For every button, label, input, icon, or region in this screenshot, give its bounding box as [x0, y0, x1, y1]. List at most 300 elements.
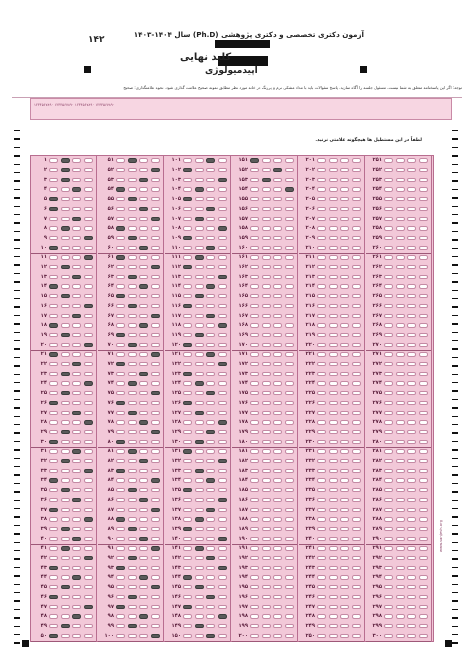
answer-bubble[interactable]: [262, 226, 271, 230]
answer-bubble[interactable]: [183, 207, 192, 211]
answer-bubble[interactable]: [116, 333, 125, 337]
answer-bubble[interactable]: [250, 294, 259, 298]
answer-bubble[interactable]: [396, 605, 405, 609]
answer-bubble[interactable]: [407, 381, 416, 385]
answer-bubble[interactable]: [262, 440, 271, 444]
answer-bubble[interactable]: [285, 187, 294, 191]
answer-bubble[interactable]: [49, 556, 58, 560]
answer-bubble[interactable]: [340, 624, 349, 628]
answer-bubble[interactable]: [218, 517, 227, 521]
answer-bubble[interactable]: [218, 634, 227, 638]
answer-bubble[interactable]: [218, 352, 227, 356]
answer-bubble[interactable]: [151, 614, 160, 618]
answer-bubble[interactable]: [317, 605, 326, 609]
answer-bubble[interactable]: [61, 546, 70, 550]
answer-bubble[interactable]: [128, 459, 137, 463]
answer-bubble[interactable]: [396, 420, 405, 424]
answer-bubble[interactable]: [273, 449, 282, 453]
answer-bubble[interactable]: [384, 265, 393, 269]
answer-bubble[interactable]: [72, 634, 81, 638]
answer-bubble[interactable]: [352, 401, 361, 405]
answer-bubble[interactable]: [396, 294, 405, 298]
answer-bubble[interactable]: [218, 411, 227, 415]
answer-bubble[interactable]: [285, 352, 294, 356]
answer-bubble[interactable]: [218, 323, 227, 327]
answer-bubble[interactable]: [250, 624, 259, 628]
answer-bubble[interactable]: [151, 575, 160, 579]
answer-bubble[interactable]: [273, 246, 282, 250]
answer-bubble[interactable]: [329, 459, 338, 463]
answer-bubble[interactable]: [407, 168, 416, 172]
answer-bubble[interactable]: [195, 284, 204, 288]
answer-bubble[interactable]: [61, 352, 70, 356]
answer-bubble[interactable]: [262, 197, 271, 201]
answer-bubble[interactable]: [340, 304, 349, 308]
answer-bubble[interactable]: [285, 527, 294, 531]
answer-bubble[interactable]: [262, 323, 271, 327]
answer-bubble[interactable]: [195, 158, 204, 162]
answer-bubble[interactable]: [329, 546, 338, 550]
answer-bubble[interactable]: [183, 508, 192, 512]
answer-bubble[interactable]: [206, 459, 215, 463]
answer-bubble[interactable]: [384, 517, 393, 521]
answer-bubble[interactable]: [317, 575, 326, 579]
answer-bubble[interactable]: [49, 420, 58, 424]
answer-bubble[interactable]: [340, 420, 349, 424]
answer-bubble[interactable]: [49, 343, 58, 347]
answer-bubble[interactable]: [384, 401, 393, 405]
answer-bubble[interactable]: [72, 614, 81, 618]
answer-bubble[interactable]: [352, 575, 361, 579]
answer-bubble[interactable]: [273, 333, 282, 337]
answer-bubble[interactable]: [352, 207, 361, 211]
answer-bubble[interactable]: [317, 323, 326, 327]
answer-bubble[interactable]: [262, 158, 271, 162]
answer-bubble[interactable]: [396, 236, 405, 240]
answer-bubble[interactable]: [340, 517, 349, 521]
answer-bubble[interactable]: [250, 595, 259, 599]
answer-bubble[interactable]: [285, 508, 294, 512]
answer-bubble[interactable]: [317, 314, 326, 318]
answer-bubble[interactable]: [84, 323, 93, 327]
answer-bubble[interactable]: [49, 546, 58, 550]
answer-bubble[interactable]: [218, 449, 227, 453]
answer-bubble[interactable]: [151, 411, 160, 415]
answer-bubble[interactable]: [273, 255, 282, 259]
answer-bubble[interactable]: [340, 391, 349, 395]
answer-bubble[interactable]: [329, 420, 338, 424]
answer-bubble[interactable]: [329, 537, 338, 541]
answer-bubble[interactable]: [407, 255, 416, 259]
answer-bubble[interactable]: [151, 314, 160, 318]
answer-bubble[interactable]: [84, 478, 93, 482]
answer-bubble[interactable]: [139, 508, 148, 512]
answer-bubble[interactable]: [419, 459, 428, 463]
answer-bubble[interactable]: [49, 178, 58, 182]
answer-bubble[interactable]: [206, 440, 215, 444]
answer-bubble[interactable]: [151, 352, 160, 356]
answer-bubble[interactable]: [61, 362, 70, 366]
answer-bubble[interactable]: [128, 236, 137, 240]
answer-bubble[interactable]: [407, 207, 416, 211]
answer-bubble[interactable]: [183, 197, 192, 201]
answer-bubble[interactable]: [317, 459, 326, 463]
answer-bubble[interactable]: [195, 168, 204, 172]
answer-bubble[interactable]: [116, 605, 125, 609]
answer-bubble[interactable]: [419, 275, 428, 279]
answer-bubble[interactable]: [116, 381, 125, 385]
answer-bubble[interactable]: [262, 624, 271, 628]
answer-bubble[interactable]: [419, 430, 428, 434]
answer-bubble[interactable]: [72, 585, 81, 589]
answer-bubble[interactable]: [396, 207, 405, 211]
answer-bubble[interactable]: [49, 449, 58, 453]
answer-bubble[interactable]: [49, 187, 58, 191]
answer-bubble[interactable]: [195, 304, 204, 308]
answer-bubble[interactable]: [262, 284, 271, 288]
answer-bubble[interactable]: [139, 498, 148, 502]
answer-bubble[interactable]: [206, 197, 215, 201]
answer-bubble[interactable]: [72, 314, 81, 318]
answer-bubble[interactable]: [317, 527, 326, 531]
answer-bubble[interactable]: [329, 265, 338, 269]
answer-bubble[interactable]: [396, 323, 405, 327]
answer-bubble[interactable]: [128, 440, 137, 444]
answer-bubble[interactable]: [396, 527, 405, 531]
answer-bubble[interactable]: [396, 624, 405, 628]
answer-bubble[interactable]: [84, 226, 93, 230]
answer-bubble[interactable]: [340, 207, 349, 211]
answer-bubble[interactable]: [396, 478, 405, 482]
answer-bubble[interactable]: [285, 265, 294, 269]
answer-bubble[interactable]: [285, 488, 294, 492]
answer-bubble[interactable]: [139, 226, 148, 230]
answer-bubble[interactable]: [384, 527, 393, 531]
answer-bubble[interactable]: [128, 275, 137, 279]
answer-bubble[interactable]: [317, 178, 326, 182]
answer-bubble[interactable]: [285, 246, 294, 250]
answer-bubble[interactable]: [250, 168, 259, 172]
answer-bubble[interactable]: [195, 488, 204, 492]
answer-bubble[interactable]: [72, 459, 81, 463]
answer-bubble[interactable]: [384, 420, 393, 424]
answer-bubble[interactable]: [128, 624, 137, 628]
answer-bubble[interactable]: [195, 566, 204, 570]
answer-bubble[interactable]: [84, 527, 93, 531]
answer-bubble[interactable]: [262, 411, 271, 415]
answer-bubble[interactable]: [407, 556, 416, 560]
answer-bubble[interactable]: [128, 488, 137, 492]
answer-bubble[interactable]: [340, 440, 349, 444]
answer-bubble[interactable]: [329, 595, 338, 599]
answer-bubble[interactable]: [273, 197, 282, 201]
answer-bubble[interactable]: [84, 556, 93, 560]
answer-bubble[interactable]: [262, 352, 271, 356]
answer-bubble[interactable]: [139, 304, 148, 308]
answer-bubble[interactable]: [407, 546, 416, 550]
answer-bubble[interactable]: [61, 566, 70, 570]
answer-bubble[interactable]: [273, 362, 282, 366]
answer-bubble[interactable]: [407, 343, 416, 347]
answer-bubble[interactable]: [139, 605, 148, 609]
answer-bubble[interactable]: [419, 304, 428, 308]
answer-bubble[interactable]: [352, 343, 361, 347]
answer-bubble[interactable]: [151, 217, 160, 221]
answer-bubble[interactable]: [139, 595, 148, 599]
answer-bubble[interactable]: [218, 440, 227, 444]
answer-bubble[interactable]: [250, 478, 259, 482]
answer-bubble[interactable]: [72, 158, 81, 162]
answer-bubble[interactable]: [84, 449, 93, 453]
answer-bubble[interactable]: [183, 556, 192, 560]
answer-bubble[interactable]: [340, 605, 349, 609]
answer-bubble[interactable]: [396, 333, 405, 337]
answer-bubble[interactable]: [396, 401, 405, 405]
answer-bubble[interactable]: [419, 226, 428, 230]
answer-bubble[interactable]: [352, 352, 361, 356]
answer-bubble[interactable]: [183, 605, 192, 609]
answer-bubble[interactable]: [273, 372, 282, 376]
answer-bubble[interactable]: [396, 362, 405, 366]
answer-bubble[interactable]: [49, 217, 58, 221]
answer-bubble[interactable]: [49, 605, 58, 609]
answer-bubble[interactable]: [285, 401, 294, 405]
answer-bubble[interactable]: [49, 595, 58, 599]
answer-bubble[interactable]: [195, 449, 204, 453]
answer-bubble[interactable]: [116, 323, 125, 327]
answer-bubble[interactable]: [329, 585, 338, 589]
answer-bubble[interactable]: [218, 527, 227, 531]
answer-bubble[interactable]: [84, 362, 93, 366]
answer-bubble[interactable]: [61, 314, 70, 318]
answer-bubble[interactable]: [352, 546, 361, 550]
answer-bubble[interactable]: [329, 614, 338, 618]
answer-bubble[interactable]: [61, 197, 70, 201]
answer-bubble[interactable]: [218, 595, 227, 599]
answer-bubble[interactable]: [61, 488, 70, 492]
answer-bubble[interactable]: [273, 226, 282, 230]
answer-bubble[interactable]: [195, 197, 204, 201]
answer-bubble[interactable]: [262, 207, 271, 211]
answer-bubble[interactable]: [206, 294, 215, 298]
answer-bubble[interactable]: [72, 478, 81, 482]
answer-bubble[interactable]: [183, 284, 192, 288]
answer-bubble[interactable]: [61, 498, 70, 502]
answer-bubble[interactable]: [128, 546, 137, 550]
answer-bubble[interactable]: [340, 488, 349, 492]
answer-bubble[interactable]: [273, 323, 282, 327]
answer-bubble[interactable]: [84, 420, 93, 424]
answer-bubble[interactable]: [262, 255, 271, 259]
answer-bubble[interactable]: [317, 197, 326, 201]
answer-bubble[interactable]: [61, 333, 70, 337]
answer-bubble[interactable]: [285, 566, 294, 570]
answer-bubble[interactable]: [340, 595, 349, 599]
answer-bubble[interactable]: [49, 527, 58, 531]
answer-bubble[interactable]: [206, 449, 215, 453]
answer-bubble[interactable]: [218, 294, 227, 298]
answer-bubble[interactable]: [116, 207, 125, 211]
answer-bubble[interactable]: [384, 478, 393, 482]
answer-bubble[interactable]: [384, 546, 393, 550]
answer-bubble[interactable]: [396, 488, 405, 492]
answer-bubble[interactable]: [72, 275, 81, 279]
answer-bubble[interactable]: [151, 178, 160, 182]
answer-bubble[interactable]: [206, 575, 215, 579]
answer-bubble[interactable]: [396, 508, 405, 512]
answer-bubble[interactable]: [128, 527, 137, 531]
answer-bubble[interactable]: [218, 469, 227, 473]
answer-bubble[interactable]: [151, 469, 160, 473]
answer-bubble[interactable]: [139, 575, 148, 579]
answer-bubble[interactable]: [72, 508, 81, 512]
answer-bubble[interactable]: [250, 158, 259, 162]
answer-bubble[interactable]: [206, 314, 215, 318]
answer-bubble[interactable]: [49, 284, 58, 288]
answer-bubble[interactable]: [317, 207, 326, 211]
answer-bubble[interactable]: [419, 381, 428, 385]
answer-bubble[interactable]: [340, 527, 349, 531]
answer-bubble[interactable]: [49, 314, 58, 318]
answer-bubble[interactable]: [84, 595, 93, 599]
answer-bubble[interactable]: [128, 226, 137, 230]
answer-bubble[interactable]: [116, 498, 125, 502]
answer-bubble[interactable]: [340, 585, 349, 589]
answer-bubble[interactable]: [195, 575, 204, 579]
answer-bubble[interactable]: [419, 236, 428, 240]
answer-bubble[interactable]: [250, 585, 259, 589]
answer-bubble[interactable]: [84, 275, 93, 279]
answer-bubble[interactable]: [49, 294, 58, 298]
answer-bubble[interactable]: [384, 459, 393, 463]
answer-bubble[interactable]: [139, 469, 148, 473]
answer-bubble[interactable]: [396, 352, 405, 356]
answer-bubble[interactable]: [340, 284, 349, 288]
answer-bubble[interactable]: [218, 391, 227, 395]
answer-bubble[interactable]: [262, 168, 271, 172]
answer-bubble[interactable]: [262, 178, 271, 182]
answer-bubble[interactable]: [128, 566, 137, 570]
answer-bubble[interactable]: [84, 566, 93, 570]
answer-bubble[interactable]: [262, 508, 271, 512]
answer-bubble[interactable]: [84, 614, 93, 618]
answer-bubble[interactable]: [396, 430, 405, 434]
answer-bubble[interactable]: [250, 333, 259, 337]
answer-bubble[interactable]: [250, 537, 259, 541]
answer-bubble[interactable]: [49, 566, 58, 570]
answer-bubble[interactable]: [384, 236, 393, 240]
answer-bubble[interactable]: [139, 284, 148, 288]
answer-bubble[interactable]: [396, 585, 405, 589]
answer-bubble[interactable]: [206, 537, 215, 541]
answer-bubble[interactable]: [151, 488, 160, 492]
answer-bubble[interactable]: [61, 595, 70, 599]
answer-bubble[interactable]: [128, 411, 137, 415]
answer-bubble[interactable]: [396, 440, 405, 444]
answer-bubble[interactable]: [195, 187, 204, 191]
answer-bubble[interactable]: [116, 440, 125, 444]
answer-bubble[interactable]: [352, 323, 361, 327]
answer-bubble[interactable]: [128, 381, 137, 385]
answer-bubble[interactable]: [195, 420, 204, 424]
answer-bubble[interactable]: [273, 440, 282, 444]
answer-bubble[interactable]: [84, 197, 93, 201]
answer-bubble[interactable]: [195, 614, 204, 618]
answer-bubble[interactable]: [250, 566, 259, 570]
answer-bubble[interactable]: [340, 362, 349, 366]
answer-bubble[interactable]: [151, 440, 160, 444]
answer-bubble[interactable]: [84, 517, 93, 521]
answer-bubble[interactable]: [151, 381, 160, 385]
answer-bubble[interactable]: [72, 197, 81, 201]
answer-bubble[interactable]: [84, 246, 93, 250]
answer-bubble[interactable]: [352, 314, 361, 318]
answer-bubble[interactable]: [352, 498, 361, 502]
answer-bubble[interactable]: [139, 566, 148, 570]
answer-bubble[interactable]: [49, 246, 58, 250]
answer-bubble[interactable]: [72, 217, 81, 221]
answer-bubble[interactable]: [84, 314, 93, 318]
answer-bubble[interactable]: [151, 624, 160, 628]
answer-bubble[interactable]: [250, 488, 259, 492]
answer-bubble[interactable]: [195, 352, 204, 356]
answer-bubble[interactable]: [419, 168, 428, 172]
answer-bubble[interactable]: [139, 585, 148, 589]
answer-bubble[interactable]: [250, 420, 259, 424]
answer-bubble[interactable]: [396, 517, 405, 521]
answer-bubble[interactable]: [183, 440, 192, 444]
answer-bubble[interactable]: [352, 624, 361, 628]
answer-bubble[interactable]: [72, 498, 81, 502]
answer-bubble[interactable]: [49, 158, 58, 162]
answer-bubble[interactable]: [317, 294, 326, 298]
answer-bubble[interactable]: [340, 478, 349, 482]
answer-bubble[interactable]: [329, 372, 338, 376]
answer-bubble[interactable]: [206, 488, 215, 492]
answer-bubble[interactable]: [384, 411, 393, 415]
answer-bubble[interactable]: [128, 391, 137, 395]
answer-bubble[interactable]: [49, 440, 58, 444]
answer-bubble[interactable]: [218, 314, 227, 318]
answer-bubble[interactable]: [151, 323, 160, 327]
answer-bubble[interactable]: [116, 527, 125, 531]
answer-bubble[interactable]: [329, 430, 338, 434]
answer-bubble[interactable]: [128, 508, 137, 512]
answer-bubble[interactable]: [250, 430, 259, 434]
answer-bubble[interactable]: [84, 508, 93, 512]
answer-bubble[interactable]: [273, 381, 282, 385]
answer-bubble[interactable]: [206, 304, 215, 308]
answer-bubble[interactable]: [352, 294, 361, 298]
answer-bubble[interactable]: [218, 585, 227, 589]
answer-bubble[interactable]: [183, 178, 192, 182]
answer-bubble[interactable]: [139, 381, 148, 385]
answer-bubble[interactable]: [61, 391, 70, 395]
answer-bubble[interactable]: [61, 255, 70, 259]
answer-bubble[interactable]: [407, 187, 416, 191]
answer-bubble[interactable]: [128, 197, 137, 201]
answer-bubble[interactable]: [352, 614, 361, 618]
answer-bubble[interactable]: [61, 284, 70, 288]
answer-bubble[interactable]: [262, 527, 271, 531]
answer-bubble[interactable]: [151, 595, 160, 599]
answer-bubble[interactable]: [384, 469, 393, 473]
answer-bubble[interactable]: [116, 187, 125, 191]
answer-bubble[interactable]: [195, 459, 204, 463]
answer-bubble[interactable]: [273, 614, 282, 618]
answer-bubble[interactable]: [61, 449, 70, 453]
answer-bubble[interactable]: [183, 362, 192, 366]
